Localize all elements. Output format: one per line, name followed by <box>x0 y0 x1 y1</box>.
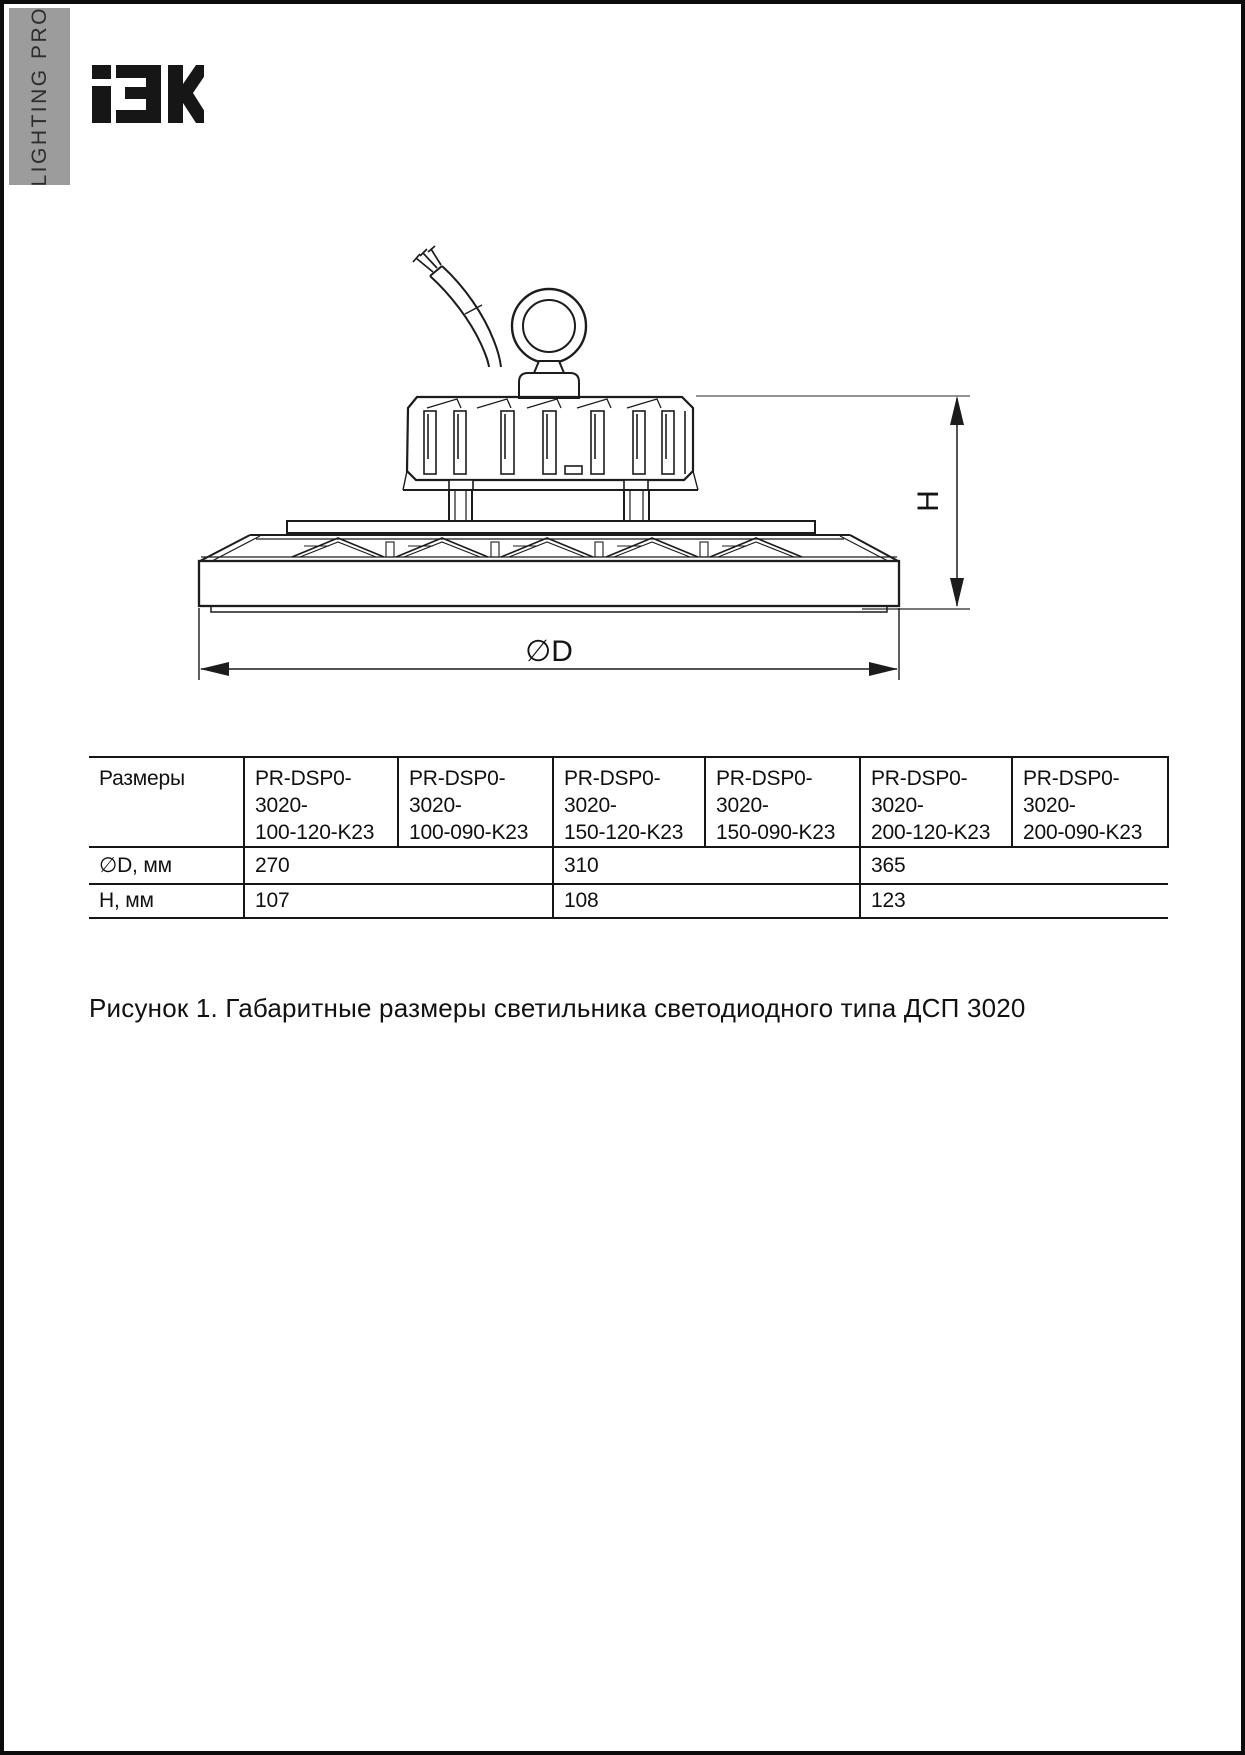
d-dimension-label: ∅D <box>525 635 573 668</box>
h-dimension <box>912 396 964 607</box>
diameter-value-3: 365 <box>860 847 1168 884</box>
dimensions-table <box>89 756 1169 919</box>
header-model-6: PR-DSP0-3020- 200-090-K23 <box>1012 757 1168 847</box>
lighting-pro-banner <box>9 8 70 185</box>
height-value-1: 107 <box>244 884 553 918</box>
d-dimension <box>199 608 899 680</box>
diameter-value-2: 310 <box>553 847 860 884</box>
table-row-height <box>89 884 1168 918</box>
header-model-5: PR-DSP0-3020- 200-120-K23 <box>860 757 1012 847</box>
diameter-value-1: 270 <box>244 847 553 884</box>
row-label-diameter: ∅D, мм <box>89 847 244 884</box>
height-value-3: 123 <box>860 884 1168 918</box>
header-model-1: PR-DSP0-3020- 100-120-K23 <box>244 757 398 847</box>
table-header-row <box>89 757 1168 847</box>
row-label-height: H, мм <box>89 884 244 918</box>
header-model-3: PR-DSP0-3020- 150-120-K23 <box>553 757 705 847</box>
luminaire-dimension-drawing <box>154 222 994 692</box>
table-row-diameter <box>89 847 1168 884</box>
fixture-outline <box>199 246 899 612</box>
header-model-4: PR-DSP0-3020- 150-090-K23 <box>705 757 860 847</box>
iek-logo <box>92 65 204 123</box>
figure-caption: Рисунок 1. Габаритные размеры светильника светодиодного типа ДСП 3020 <box>89 993 1026 1023</box>
header-model-2: PR-DSP0-3020- 100-090-K23 <box>398 757 553 847</box>
banner-label: LIGHTING PRO <box>27 6 51 187</box>
h-dimension-label: H <box>912 490 945 512</box>
height-value-2: 108 <box>553 884 860 918</box>
header-sizes: Размеры <box>89 757 244 847</box>
